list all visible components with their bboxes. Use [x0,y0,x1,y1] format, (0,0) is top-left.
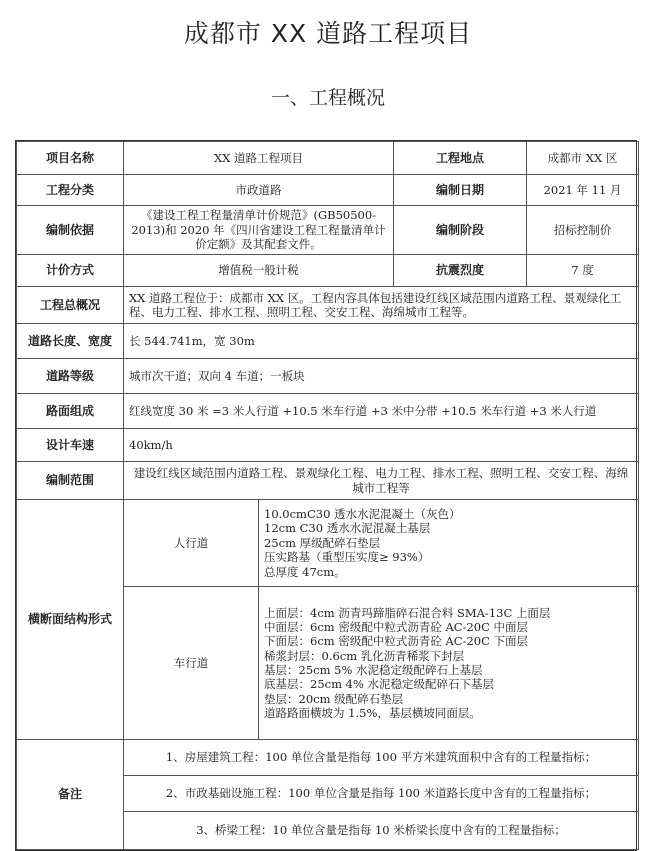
road-length-label: 道路长度、宽度 [17,324,124,359]
pricing-value: 增值税一般计税 [124,255,394,287]
speed-value: 40km/h [124,429,639,462]
road-grade-value: 城市次干道；双向 4 车道；一板块 [124,359,639,394]
overview-value: XX 道路工程位于：成都市 XX 区。工程内容具体包括建设红线区域范围内道路工程、景观绿化工程、电力工程、排水工程、照明工程、交安工程、海绵城市工程等。 [124,287,639,324]
roadway-layer: 下面层：6cm 密级配中粒式沥青砼 AC-20C 下面层 [264,634,529,649]
pricing-label: 计价方式 [17,255,124,287]
scope-label: 编制范围 [17,462,124,500]
location-value: 成都市 XX 区 [527,142,639,175]
sidewalk-structure [259,500,639,587]
date-label: 编制日期 [394,175,527,206]
surface-value: 红线宽度 30 米 =3 米人行道 +10.5 米车行道 +3 米中分带 +10.5 米车行道 +3 米人行道 [124,394,639,429]
remark-item: 3、桥梁工程：10 单位含量是指每 10 米桥梁长度中含有的工程量指标； [124,812,639,850]
roadway-label: 车行道 [124,587,259,740]
scope-value: 建设红线区域范围内道路工程、景观绿化工程、电力工程、排水工程、照明工程、交安工程、海绵城市工程等 [124,462,639,500]
basis-label: 编制依据 [17,206,124,255]
overview-label: 工程总概况 [17,287,124,324]
roadway-layer: 道路路面横坡为 1.5%，基层横坡同面层。 [264,706,481,721]
section-heading: 一、工程概况 [270,87,385,109]
stage-label: 编制阶段 [394,206,527,255]
remark-item: 2、市政基础设施工程：100 单位含量是指每 100 米道路长度中含有的工程量指标； [124,776,639,812]
project-overview-table [15,140,637,851]
category-label: 工程分类 [17,175,124,206]
sidewalk-layer: 12cm C30 透水水泥混凝土基层 [264,521,431,536]
basis-value: 《建设工程工程量清单计价规范》(GB50500-2013)和 2020 年《四川省建设工程工程量清单计价定额》及其配套文件。 [124,206,394,255]
stage-value: 招标控制价 [527,206,639,255]
road-length-value: 长 544.741m，宽 30m [124,324,639,359]
project-name-label: 项目名称 [17,142,124,175]
roadway-layer: 底基层：25cm 4% 水泥稳定级配碎石下基层 [264,677,495,692]
roadway-structure [259,587,639,740]
seismic-label: 抗震烈度 [394,255,527,287]
roadway-layer: 基层：25cm 5% 水泥稳定级配碎石上基层 [264,663,483,677]
sidewalk-layer: 压实路基（重型压实度≥ 93%） [264,550,430,565]
road-grade-label: 道路等级 [17,359,124,394]
document-title: 成都市 XX 道路工程项目 [183,19,473,48]
roadway-layer: 中面层：6cm 密级配中粒式沥青砼 AC-20C 中面层 [264,619,529,634]
project-name-value: XX 道路工程项目 [124,142,394,175]
sidewalk-layer: 总厚度 47cm。 [264,564,346,579]
sidewalk-layer: 25cm 厚级配碎石垫层 [264,535,381,550]
roadway-layer: 稀浆封层：0.6cm 乳化沥青稀浆下封层 [264,648,465,663]
sidewalk-layer: 10.0cmC30 透水水泥混凝土（灰色） [264,507,461,522]
date-value: 2021 年 11 月 [527,175,639,206]
seismic-value: 7 度 [527,255,639,287]
location-label: 工程地点 [394,142,527,175]
sidewalk-label: 人行道 [124,500,259,587]
remarks-label: 备注 [17,740,124,850]
remark-item: 1、房屋建筑工程：100 单位含量是指每 100 平方米建筑面积中含有的工程量指标； [124,740,639,776]
cross-section-label: 横断面结构形式 [17,500,124,740]
roadway-layer: 上面层：4cm 沥青玛蹄脂碎石混合料 SMA-13C 上面层 [264,605,551,620]
category-value: 市政道路 [124,175,394,206]
roadway-layer: 垫层：20cm 级配碎石垫层 [264,691,404,706]
surface-label: 路面组成 [17,394,124,429]
speed-label: 设计车速 [17,429,124,462]
